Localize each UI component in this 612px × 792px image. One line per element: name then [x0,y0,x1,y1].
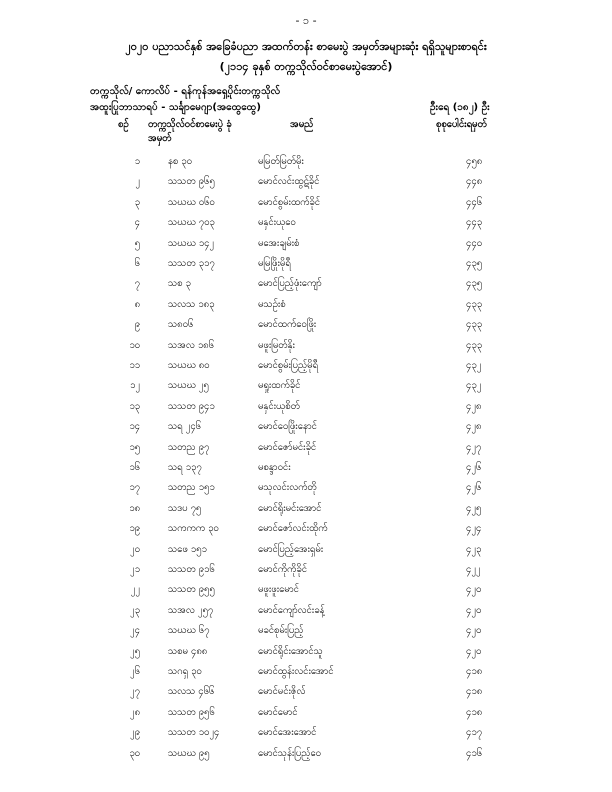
row-number: ၁၇ [129,482,140,494]
row-name: မောင်ကျော်လင်းခန့် [258,604,325,616]
row-roll-number: နစ ၃၀ [168,156,192,167]
row-roll-number: သသတ ၉၅၅ [168,584,215,596]
table-row [0,685,612,705]
row-roll-number: သသတ ၉၁၆ [168,564,215,575]
row-score: ၄၂၀ [466,645,482,657]
column-header-roll: တက္ကသိုလ်ဝင်စာမေးပွဲ ခုံအမှတ် [148,119,232,144]
row-number: ၉ [134,319,140,331]
row-number: ၂၈ [129,706,140,718]
row-roll-number: သသတ ၉၅၆ [168,706,215,718]
row-roll-number: သ၈၀၆ [168,319,194,331]
row-number: ၈ [134,298,140,310]
row-number: ၂ [135,176,140,188]
row-number: ၁၄ [129,421,140,433]
row-number: ၃၀ [129,747,140,759]
row-score: ၄၂၇ [466,441,482,453]
row-name: မောင်မောင် [258,706,298,718]
table-row [0,461,612,481]
row-name: မရှုးထက်ခိုင် [258,380,301,392]
row-name: မနှင်းယုစိတ် [258,400,300,412]
row-name: မနှင်းယုဝေ [258,217,296,229]
row-score: ၄၃၃ [466,298,483,310]
document-subtitle: (၂၁၁၄ ခုနှစ် တက္ကသိုလ်ဝင်စာမေးပွဲအောင်) [219,60,393,73]
row-name: မောင်ရိုင်းအောင်သူ [258,645,323,657]
row-name: မစန္ဒာဝင်း [258,462,291,473]
table-row [0,379,612,399]
column-header-score: စုစုပေါင်းရမှတ် [436,119,487,130]
row-name: မောင်ကိုကိုခိုင် [258,564,307,575]
row-name: မဖူးဖူးမောင် [258,584,299,596]
row-number: ၅ [134,237,140,249]
row-roll-number: သဃဃ ၇၀၃ [168,217,215,229]
row-name: မမြဖြိုးမိုရီ [258,258,291,269]
row-score: ၄၂၆ [466,482,482,494]
row-number: ၁၀ [129,339,140,351]
row-score: ၄၂၀ [466,604,482,616]
row-number: ၁၅ [129,441,140,453]
row-name: မောင်ထက်ဝေဖြိုး [258,319,317,331]
row-roll-number: သအလ ၁၈၆ [168,339,214,351]
row-name: မောင်ဇော်လင်းထိုက် [258,523,328,535]
row-number: ၇ [134,278,140,290]
row-name: မသုလင်းလက်တို [258,482,317,494]
row-number: ၁ [134,156,140,167]
row-number: ၂၉ [129,727,140,739]
row-score: ၄၂၃ [466,543,482,555]
document-title: ၂၀၂၀ ပညာသင်နှစ် အခြေခံပညာ အထက်တန်း စာမေးပွဲ အမှတ်အများဆုံး ရရှိသူများစာရင်း [125,40,487,53]
row-roll-number: သရ ၁၃၇ [168,462,202,473]
table-row [0,196,612,216]
table-row [0,257,612,277]
total-count: ဦးရေ (၁၈၂) ဦး [430,102,490,113]
table-row [0,216,612,236]
table-row [0,543,612,563]
row-score: ၄၃၅ [466,278,483,290]
table-row [0,502,612,522]
row-score: ၄၁၇ [466,727,483,739]
row-number: ၁၉ [129,523,140,535]
row-number: ၁၁ [129,360,140,371]
row-roll-number: သစမ ၄၈၈ [168,645,208,657]
row-name: မမြတ်မြတ်မိုး [258,156,304,167]
row-name: မအေးချမ်းစံ [258,237,300,249]
row-roll-number: သဃဃ ၂၅ [168,380,209,392]
row-roll-number: သသတ ၉၄၁ [168,400,215,412]
row-score: ၄၂၀ [466,584,482,596]
row-name: မောင်သုန်းပြည့်ဝေ [258,747,321,759]
row-score: ၄၃၃ [466,339,483,351]
table-row [0,747,612,767]
table-row [0,298,612,318]
row-score: ၄၁၆ [466,747,483,759]
row-roll-number: သရ ၂၄၆ [168,421,202,433]
row-number: ၂၂ [130,584,140,596]
row-number: ၂၃ [129,604,140,616]
row-number: ၁၆ [129,462,140,473]
table-row [0,420,612,440]
row-roll-number: သဖေ ၁၅၁ [168,543,207,555]
row-roll-number: သသတ ၃၁၇ [168,258,215,269]
row-number: ၁၈ [129,502,140,514]
table-row [0,481,612,501]
row-number: ၁၂ [129,380,140,392]
row-score: ၄၂၀ [466,625,482,637]
table-row [0,277,612,297]
table-row [0,726,612,746]
table-row [0,400,612,420]
row-score: ၄၁၈ [466,686,483,698]
table-row [0,665,612,685]
row-score: ၄၁၈ [466,706,483,718]
row-roll-number: သစ ၃ [168,278,191,290]
row-roll-number: သကကက ၃၀ [168,523,219,535]
row-score: ၄၄၀ [466,237,483,249]
table-row [0,441,612,461]
row-roll-number: သတည ၉၇ [168,441,210,453]
row-number: ၆ [134,258,140,269]
row-score: ၄၃၂ [466,360,482,371]
row-roll-number: သလသ ၁၈၃ [168,298,215,310]
row-score: ၄၂၂ [466,564,481,575]
column-header-no: စဉ် [118,119,129,130]
row-score: ၄၂၈ [466,400,482,412]
row-roll-number: သဃဃ ၉၅ [168,747,210,759]
table-row [0,604,612,624]
row-score: ၄၃၂ [466,380,482,392]
table-row [0,175,612,195]
table-row [0,155,612,175]
row-roll-number: သဃဃ ၀၆၀ [168,196,215,208]
row-number: ၂၀ [129,543,140,555]
row-number: ၂၁ [129,564,140,575]
row-score: ၄၂၅ [466,502,482,514]
row-name: မောင်ပြည့်ဖုံးကျော် [258,278,322,290]
row-name: မောင်ဇော်မင်းခိုင် [258,441,317,453]
row-roll-number: သလသ ၄၆၆ [168,686,215,698]
row-name: မဖူးမြတ်နိုး [258,339,295,351]
subject-line: အထူးပြုဘာသာရပ် - သင်္ချာမေဂျာ(အထွေထွေ) [90,102,261,113]
row-name: မောင်လင်းထွဋ်ခိုင် [258,176,320,188]
page-number: - ၁ - [295,14,317,27]
row-name: မောင်အေးအောင် [258,727,317,739]
row-name: မသဉ်းစံ [258,298,286,310]
table-row [0,522,612,542]
row-number: ၄ [134,217,140,229]
row-name: မောင်ပြည့်အေးရှမ်း [258,543,324,555]
table-row [0,339,612,359]
row-number: ၂၅ [129,645,140,657]
row-number: ၂၆ [129,666,140,677]
row-name: မခင်စုမ်းပြည့် [258,625,304,637]
row-name: မောင်ဝေဖြိုးနောင် [258,421,317,433]
row-number: ၁၃ [129,400,140,412]
row-score: ၄၂၆ [466,462,482,473]
row-score: ၄၃၅ [466,258,483,269]
row-roll-number: သဂရှ ၃၀ [168,666,202,677]
row-roll-number: သဃဃ ၈၀ [168,360,210,371]
table-row [0,318,612,338]
row-number: ၃ [134,196,140,208]
row-name: မောင်စွမ်းပြည့်မိုရီ [258,360,319,371]
row-score: ၄၃၃ [466,319,483,331]
column-header-name: အမည် [290,119,314,130]
row-name: မောင်စွမ်းထက်ခိုင် [258,196,321,208]
row-score: ၄၄၆ [466,196,483,208]
university-line: တက္ကသိုလ်/ ကောလိပ် - ရန်ကုန်အရှေ့ပိုင်းတက္ကသိုလ် [90,86,280,97]
table-row [0,645,612,665]
row-roll-number: သဒပ ၇၅ [168,502,202,514]
row-score: ၄၂၈ [466,421,482,433]
row-score: ၄၄၈ [466,176,483,188]
table-row [0,624,612,644]
row-name: မောင်ရိုးမင်းအောင် [258,502,322,514]
row-number: ၂၄ [129,625,140,637]
row-score: ၄၄၃ [466,217,483,229]
table-row [0,237,612,257]
row-score: ၄၂၄ [466,523,482,535]
row-score: ၄၅၈ [466,156,483,167]
table-row [0,563,612,583]
row-score: ၄၁၈ [466,666,483,677]
row-name: မောင်မင်းဇိုလ် [258,686,306,698]
table-row [0,706,612,726]
row-roll-number: သသတ ၉၆၅ [168,176,215,188]
row-roll-number: သဃဃ ၆၇ [168,625,210,637]
row-roll-number: သဃဃ ၁၄၂ [168,237,215,249]
row-roll-number: သတည ၁၅၁ [168,482,215,494]
row-name: မောင်ထွန်းလင်းအောင် [258,666,334,677]
row-number: ၂၇ [129,686,140,698]
row-roll-number: သအလ ၂၅၇ [168,604,214,616]
row-roll-number: သသတ ၁၀၂၄ [168,727,220,739]
table-row [0,359,612,379]
table-row [0,583,612,603]
